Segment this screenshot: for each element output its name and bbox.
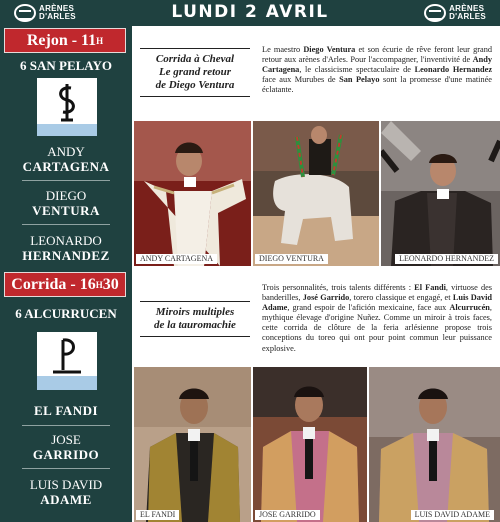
divider — [22, 180, 110, 181]
torero-el-fandi: EL FANDI — [33, 403, 99, 418]
caption-leonardo-hernandez: LEONARDO HERNANDEZ — [395, 254, 498, 264]
divider — [22, 425, 110, 426]
top-banner — [0, 0, 500, 26]
photo-diego-ventura — [253, 121, 379, 266]
torero-luis-david-adame: LUIS DAVID ADAME — [29, 477, 103, 507]
torero-jose-garrido: JOSE GARRIDO — [32, 432, 100, 462]
corrida-heading: Corrida - 16 H 30 — [4, 272, 126, 297]
rejon-description: Le maestro Diego Ventura et son écurie de rêve feront leur grand retour aux arènes d'Arles. Pour l'accompagner, l'inventivité de Andy Cartagena, le classicisme spectaculaire de Leonardo Hernandez face aux Murubes de San Pelayo sont la promesse d'une matinée éclatante. — [262, 45, 492, 95]
alcurrucen-brand-icon — [37, 332, 97, 390]
torero-andy-cartagena: ANDY CARTAGENA — [22, 144, 110, 174]
rejon-heading: Rejon - 11 H — [4, 28, 126, 53]
photo-leonardo-hernandez — [381, 121, 500, 266]
arenes-logo-right — [424, 3, 486, 23]
logo-line-2: D'ARLES — [449, 12, 486, 21]
photo-andy-cartagena — [134, 121, 251, 266]
san-pelayo-brand-icon — [37, 78, 97, 136]
torero-leonardo-hernandez: LEONARDO HERNANDEZ — [22, 233, 110, 263]
event-date: LUNDI 2 AVRIL — [171, 2, 329, 22]
logo-line-2: D'ARLES — [39, 12, 76, 21]
caption-jose-garrido: JOSE GARRIDO — [255, 510, 320, 520]
rejon-ganaderia: 6 SAN PELAYO — [20, 58, 112, 73]
arena-emblem-icon — [424, 4, 446, 22]
photo-jose-garrido — [253, 367, 367, 522]
caption-andy-cartagena: ANDY CARTAGENA — [136, 254, 217, 264]
torero-diego-ventura: DIEGO VENTURA — [32, 188, 100, 218]
corrida-title: Miroirs multiples de la tauromachie — [140, 301, 250, 337]
corrida-ganaderia: 6 ALCURRUCEN — [15, 306, 117, 321]
corrida-description: Trois personnalités, trois talents différents : El Fandi, virtuose des banderilles, José Garrido, torero classique et engagé, et Luis David Adame, grand espoir de l'afición mexicaine, face aux Alcurrucén, mythique élevage d'origine Nuñez. Comme un miroir à trois faces, cette corrida de clôture de la feria arlésienne propose trois conceptions du toreo qui ont pour point commun leur puissance explosive. — [262, 283, 493, 353]
sidebar — [0, 26, 132, 522]
caption-diego-ventura: DIEGO VENTURA — [255, 254, 328, 264]
logo-line-1: ARÈNES — [449, 4, 485, 13]
divider — [22, 224, 110, 225]
logo-line-1: ARÈNES — [39, 4, 75, 13]
caption-luis-david-adame: LUIS DAVID ADAME — [411, 510, 494, 520]
photo-el-fandi — [134, 367, 251, 522]
rejon-title: Corrida à Cheval Le grand retour de Diego Ventura — [140, 48, 250, 97]
photo-luis-david-adame — [369, 367, 500, 522]
caption-el-fandi: EL FANDI — [136, 510, 179, 520]
divider — [22, 468, 110, 469]
